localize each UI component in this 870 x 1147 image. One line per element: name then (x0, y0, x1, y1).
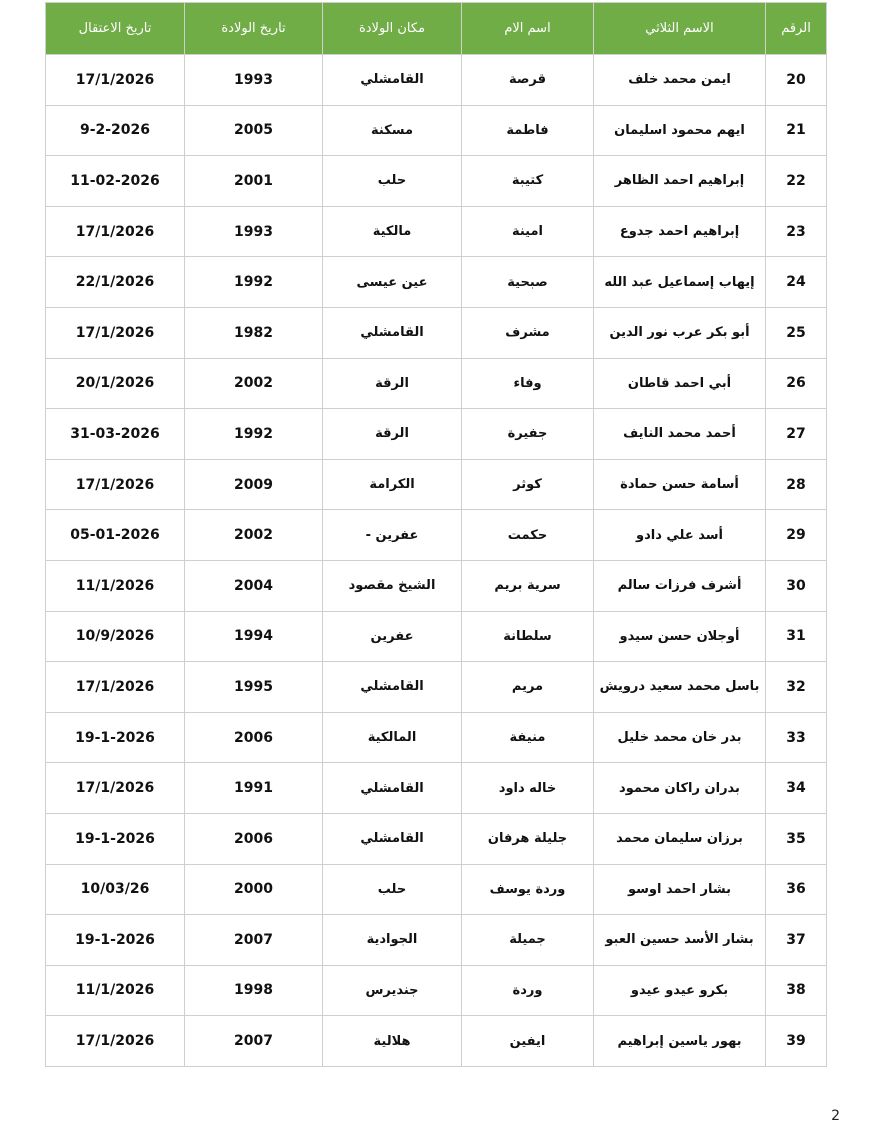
cell-number: 21 (766, 105, 827, 156)
table-row (46, 864, 827, 915)
cell-birthplace: القامشلي (323, 763, 462, 814)
cell-full-name: باسل محمد سعيد درويش (594, 662, 766, 713)
cell-birthplace: القامشلي (323, 307, 462, 358)
cell-arrest-date: 17/1/2026 (46, 55, 185, 106)
table-row (46, 611, 827, 662)
cell-mother-name: مشرف (462, 307, 594, 358)
cell-arrest-date: 9-2-2026 (46, 105, 185, 156)
cell-arrest-date: 05-01-2026 (46, 510, 185, 561)
cell-birth-year: 1998 (185, 965, 323, 1016)
cell-full-name: بدر خان محمد خليل (594, 712, 766, 763)
cell-arrest-date: 11/1/2026 (46, 965, 185, 1016)
cell-mother-name: كوثر (462, 459, 594, 510)
cell-number: 38 (766, 965, 827, 1016)
cell-birth-year: 1994 (185, 611, 323, 662)
cell-number: 36 (766, 864, 827, 915)
cell-birthplace: عفرين (323, 611, 462, 662)
cell-birth-year: 2007 (185, 1016, 323, 1067)
cell-mother-name: صبحية (462, 257, 594, 308)
cell-birthplace: حلب (323, 864, 462, 915)
cell-birth-year: 1995 (185, 662, 323, 713)
cell-number: 20 (766, 55, 827, 106)
cell-full-name: أسامة حسن حمادة (594, 459, 766, 510)
cell-mother-name: منيفة (462, 712, 594, 763)
cell-arrest-date: 17/1/2026 (46, 459, 185, 510)
table-row (46, 459, 827, 510)
cell-birthplace: القامشلي (323, 813, 462, 864)
cell-number: 34 (766, 763, 827, 814)
cell-mother-name: وردة يوسف (462, 864, 594, 915)
cell-birth-year: 2001 (185, 156, 323, 207)
cell-birth-year: 2002 (185, 510, 323, 561)
header-mother-name: اسم الام (462, 3, 594, 55)
cell-mother-name: مريم (462, 662, 594, 713)
table-row (46, 712, 827, 763)
cell-full-name: برزان سليمان محمد (594, 813, 766, 864)
table-header-row (46, 3, 827, 55)
table-row (46, 55, 827, 106)
cell-full-name: إيهاب إسماعيل عبد الله (594, 257, 766, 308)
cell-number: 32 (766, 662, 827, 713)
header-number: الرقم (766, 3, 827, 55)
cell-full-name: إبراهيم احمد الظاهر (594, 156, 766, 207)
cell-arrest-date: 17/1/2026 (46, 1016, 185, 1067)
cell-birthplace: الرقة (323, 409, 462, 460)
cell-full-name: بهور ياسين إبراهيم (594, 1016, 766, 1067)
cell-birthplace: حلب (323, 156, 462, 207)
cell-number: 33 (766, 712, 827, 763)
table-row (46, 358, 827, 409)
cell-full-name: ايمن محمد خلف (594, 55, 766, 106)
table-row (46, 409, 827, 460)
table-row (46, 965, 827, 1016)
cell-full-name: ايهم محمود اسليمان (594, 105, 766, 156)
cell-mother-name: سلطانة (462, 611, 594, 662)
cell-birthplace: الجوادية (323, 915, 462, 966)
table-row (46, 1016, 827, 1067)
cell-birthplace: هلالية (323, 1016, 462, 1067)
cell-mother-name: امينة (462, 206, 594, 257)
cell-birth-year: 1992 (185, 257, 323, 308)
cell-birth-year: 2009 (185, 459, 323, 510)
cell-mother-name: قرصة (462, 55, 594, 106)
cell-number: 24 (766, 257, 827, 308)
cell-number: 22 (766, 156, 827, 207)
cell-arrest-date: 17/1/2026 (46, 206, 185, 257)
cell-mother-name: جميلة (462, 915, 594, 966)
cell-arrest-date: 10/9/2026 (46, 611, 185, 662)
table-row (46, 510, 827, 561)
cell-birthplace: عين عيسى (323, 257, 462, 308)
table-row (46, 662, 827, 713)
cell-birthplace: عفرين - (323, 510, 462, 561)
cell-arrest-date: 22/1/2026 (46, 257, 185, 308)
cell-birthplace: الرقة (323, 358, 462, 409)
table-body (46, 55, 827, 1067)
detainees-table-container (45, 2, 826, 1067)
cell-arrest-date: 17/1/2026 (46, 763, 185, 814)
cell-arrest-date: 31-03-2026 (46, 409, 185, 460)
cell-birthplace: الشيخ مقصود (323, 560, 462, 611)
cell-birth-year: 1993 (185, 55, 323, 106)
table-row (46, 156, 827, 207)
cell-full-name: أسد علي دادو (594, 510, 766, 561)
cell-arrest-date: 10/03/26 (46, 864, 185, 915)
cell-full-name: بكرو عيدو عيدو (594, 965, 766, 1016)
cell-birthplace: جنديرس (323, 965, 462, 1016)
cell-arrest-date: 11/1/2026 (46, 560, 185, 611)
table-row (46, 257, 827, 308)
cell-arrest-date: 19-1-2026 (46, 915, 185, 966)
cell-full-name: بشار احمد اوسو (594, 864, 766, 915)
header-birth-date: تاريخ الولادة (185, 3, 323, 55)
table-row (46, 560, 827, 611)
cell-full-name: أحمد محمد النايف (594, 409, 766, 460)
cell-birth-year: 2006 (185, 712, 323, 763)
cell-birth-year: 2004 (185, 560, 323, 611)
cell-mother-name: ايفين (462, 1016, 594, 1067)
cell-number: 35 (766, 813, 827, 864)
cell-number: 37 (766, 915, 827, 966)
cell-number: 23 (766, 206, 827, 257)
cell-number: 28 (766, 459, 827, 510)
cell-arrest-date: 11-02-2026 (46, 156, 185, 207)
cell-mother-name: كتيبة (462, 156, 594, 207)
cell-birthplace: مالكية (323, 206, 462, 257)
cell-birthplace: القامشلي (323, 55, 462, 106)
cell-number: 39 (766, 1016, 827, 1067)
cell-full-name: أشرف فرزات سالم (594, 560, 766, 611)
cell-mother-name: جفيرة (462, 409, 594, 460)
cell-mother-name: جليلة هرفان (462, 813, 594, 864)
cell-birth-year: 2002 (185, 358, 323, 409)
cell-full-name: إبراهيم احمد جدوع (594, 206, 766, 257)
cell-arrest-date: 19-1-2026 (46, 813, 185, 864)
header-birthplace: مكان الولادة (323, 3, 462, 55)
table-row (46, 813, 827, 864)
header-arrest-date: تاريخ الاعتقال (46, 3, 185, 55)
table-row (46, 763, 827, 814)
cell-number: 31 (766, 611, 827, 662)
cell-number: 30 (766, 560, 827, 611)
cell-birth-year: 2005 (185, 105, 323, 156)
cell-mother-name: حكمت (462, 510, 594, 561)
cell-arrest-date: 17/1/2026 (46, 307, 185, 358)
cell-birth-year: 2006 (185, 813, 323, 864)
cell-arrest-date: 19-1-2026 (46, 712, 185, 763)
cell-full-name: بشار الأسد حسين العبو (594, 915, 766, 966)
cell-mother-name: وردة (462, 965, 594, 1016)
table-row (46, 307, 827, 358)
cell-number: 25 (766, 307, 827, 358)
cell-full-name: أبي احمد قاطان (594, 358, 766, 409)
table-row (46, 915, 827, 966)
cell-birth-year: 2000 (185, 864, 323, 915)
header-full-name: الاسم الثلاثي (594, 3, 766, 55)
cell-birthplace: مسكنة (323, 105, 462, 156)
detainees-table (45, 2, 827, 1067)
cell-mother-name: خاله داود (462, 763, 594, 814)
cell-full-name: أوجلان حسن سيدو (594, 611, 766, 662)
cell-birthplace: القامشلي (323, 662, 462, 713)
page-number: 2 (831, 1108, 840, 1124)
cell-arrest-date: 20/1/2026 (46, 358, 185, 409)
cell-birth-year: 1992 (185, 409, 323, 460)
cell-number: 27 (766, 409, 827, 460)
table-row (46, 206, 827, 257)
cell-birthplace: الكرامة (323, 459, 462, 510)
cell-mother-name: سرية بريم (462, 560, 594, 611)
table-row (46, 105, 827, 156)
cell-arrest-date: 17/1/2026 (46, 662, 185, 713)
cell-full-name: بدران راكان محمود (594, 763, 766, 814)
cell-birthplace: المالكية (323, 712, 462, 763)
cell-birth-year: 1991 (185, 763, 323, 814)
cell-number: 26 (766, 358, 827, 409)
cell-birth-year: 2007 (185, 915, 323, 966)
cell-number: 29 (766, 510, 827, 561)
cell-birth-year: 1993 (185, 206, 323, 257)
cell-mother-name: وفاء (462, 358, 594, 409)
cell-birth-year: 1982 (185, 307, 323, 358)
cell-mother-name: فاطمة (462, 105, 594, 156)
cell-full-name: أبو بكر عرب نور الدين (594, 307, 766, 358)
